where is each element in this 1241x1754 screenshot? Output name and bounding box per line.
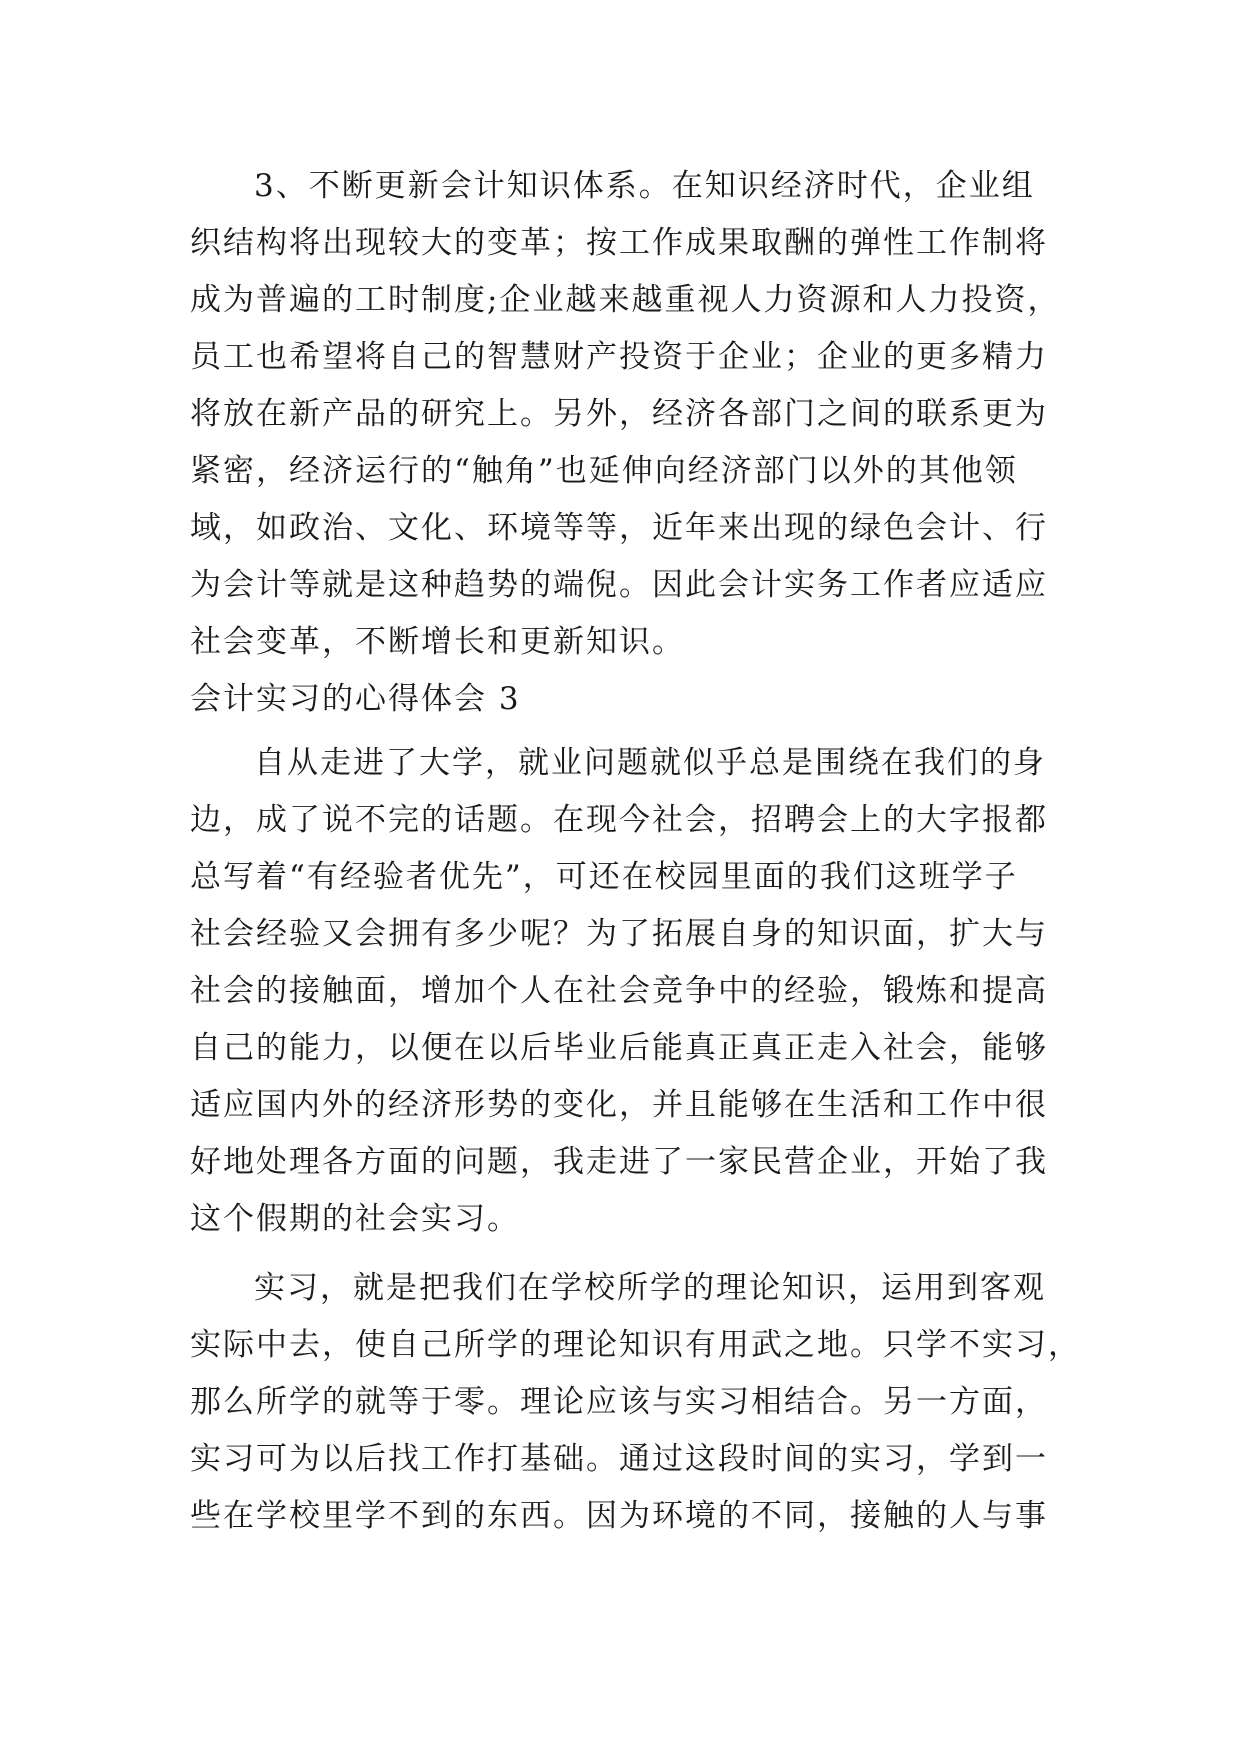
paragraph-line: 社会的接触面，增加个人在社会竞争中的经验，锻炼和提高 [190, 973, 1048, 1009]
paragraph-line: 实习可为以后找工作打基础。通过这段时间的实习，学到一 [190, 1441, 1048, 1477]
paragraph-line: 社会变革，不断增长和更新知识。 [190, 624, 685, 660]
paragraph-line: 那么所学的就等于零。理论应该与实习相结合。另一方面， [190, 1384, 1048, 1420]
paragraph-line: 将放在新产品的研究上。另外，经济各部门之间的联系更为 [190, 396, 1048, 432]
paragraph-line: 好地处理各方面的问题，我走进了一家民营企业，开始了我 [190, 1144, 1048, 1180]
paragraph-line: 域，如政治、文化、环境等等，近年来出现的绿色会计、行 [190, 510, 1048, 546]
section-heading: 会计实习的心得体会 3 [190, 681, 521, 717]
paragraph-line: 些在学校里学不到的东西。因为环境的不同，接触的人与事 [190, 1498, 1048, 1534]
paragraph-line: 员工也希望将自己的智慧财产投资于企业；企业的更多精力 [190, 339, 1048, 375]
paragraph-line: 实习，就是把我们在学校所学的理论知识，运用到客观 [254, 1270, 1046, 1306]
paragraph-line: 自从走进了大学，就业问题就似乎总是围绕在我们的身 [254, 745, 1046, 781]
paragraph-line: 实际中去，使自己所学的理论知识有用武之地。只学不实习， [190, 1327, 1081, 1363]
paragraph-line: 总写着“有经验者优先”，可还在校园里面的我们这班学子 [190, 859, 1018, 895]
paragraph-line: 适应国内外的经济形势的变化，并且能够在生活和工作中很 [190, 1087, 1048, 1123]
paragraph-line: 3、不断更新会计知识体系。在知识经济时代，企业组 [254, 168, 1035, 204]
paragraph-line: 这个假期的社会实习。 [190, 1201, 520, 1237]
paragraph-line: 紧密，经济运行的“触角”也延伸向经济部门以外的其他领 [190, 453, 1018, 489]
paragraph-line: 自己的能力，以便在以后毕业后能真正真正走入社会，能够 [190, 1030, 1048, 1066]
paragraph-line: 织结构将出现较大的变革；按工作成果取酬的弹性工作制将 [190, 225, 1048, 261]
paragraph-line: 为会计等就是这种趋势的端倪。因此会计实务工作者应适应 [190, 567, 1048, 603]
paragraph-line: 成为普遍的工时制度;企业越来越重视人力资源和人力投资， [190, 282, 1061, 318]
paragraph-line: 社会经验又会拥有多少呢？为了拓展自身的知识面，扩大与 [190, 916, 1048, 952]
paragraph-line: 边，成了说不完的话题。在现今社会，招聘会上的大字报都 [190, 802, 1048, 838]
